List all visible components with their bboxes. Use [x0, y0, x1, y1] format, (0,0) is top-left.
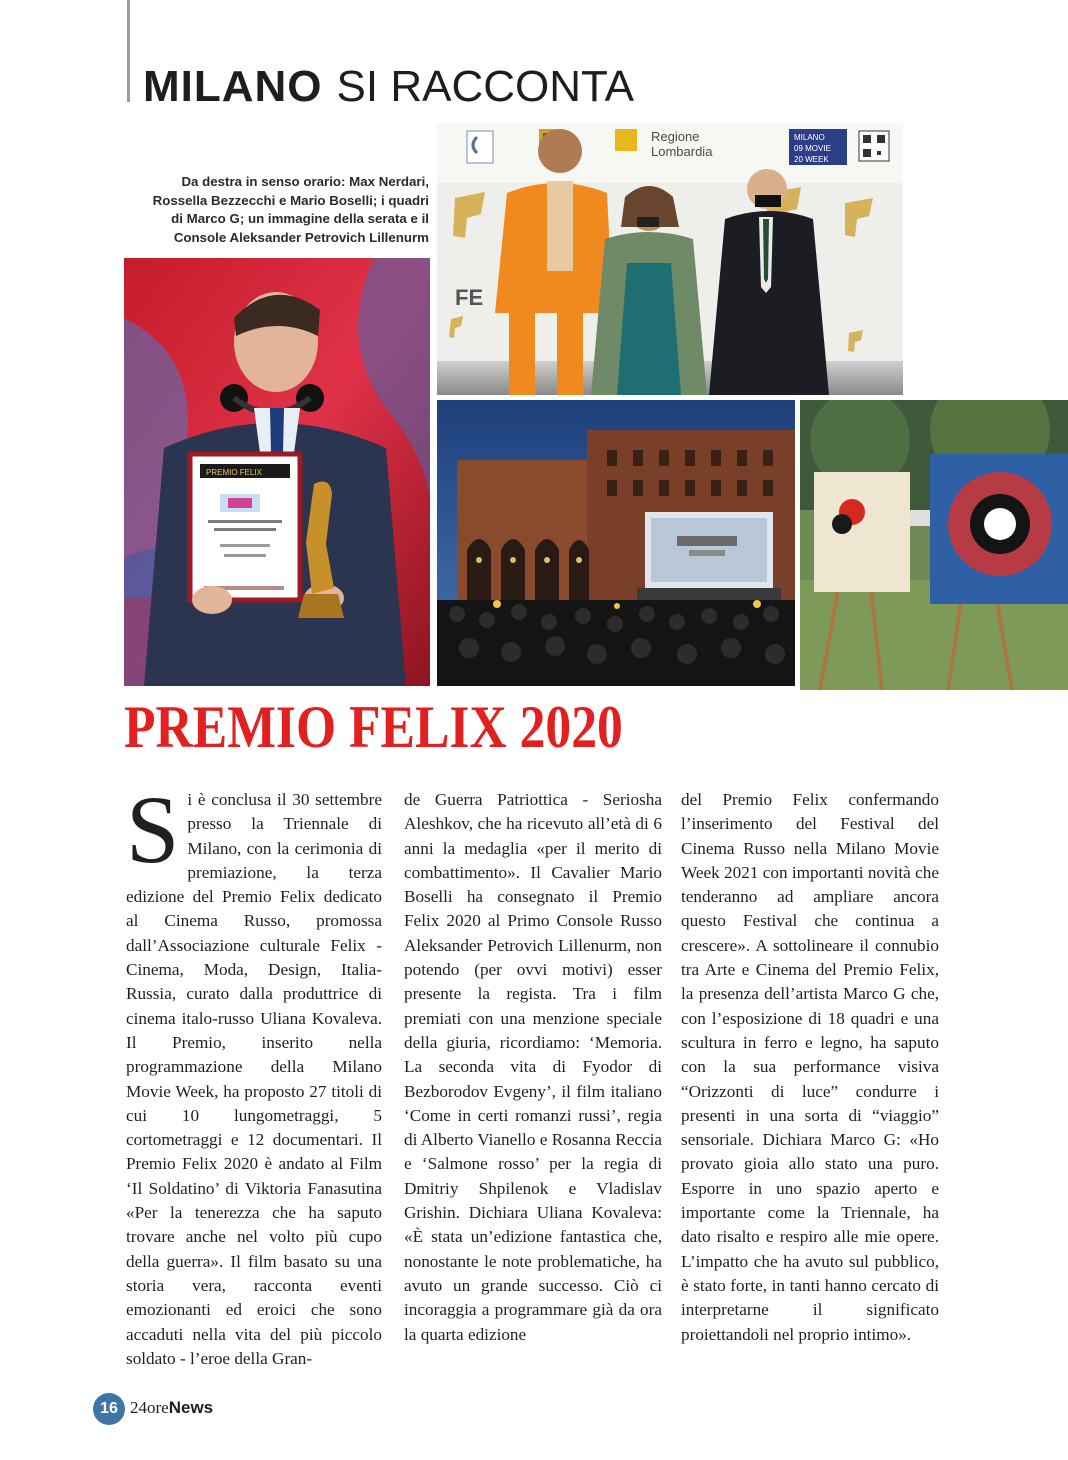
- drop-cap: S: [126, 776, 180, 883]
- photo-marco-g-paintings: [800, 400, 1068, 690]
- brand-part-2: News: [168, 1398, 214, 1417]
- section-title-light: SI RACCONTA: [336, 62, 634, 111]
- section-title-strong: MILANO: [143, 62, 323, 111]
- section-title: [143, 62, 634, 112]
- backdrop-movieweek-1: MILANO: [794, 133, 825, 142]
- backdrop-fe-text: FE: [455, 285, 484, 310]
- certificate-title: PREMIO FELIX: [206, 468, 263, 477]
- photo-consul-award: [124, 258, 430, 686]
- article-column-1: [126, 776, 382, 1371]
- article-column-1-text: i è conclusa il 30 settembre presso la Triennale di Milano, con la cerimonia di premiazione, la terza edizione del Premio Felix dedicato al Cinema Russo, promossa dall’Associazione culturale Felix - Cinema, Moda, Design, Italia-Russia, curato dalla produttrice di cinema italo-russo Uliana Kovaleva. Il Premio, inserito nella programmazione della Milano Movie Week, ha proposto 27 titoli di cui 10 lungometraggi, 5 cortometraggi e 12 documentari. Il Premio Felix 2020 è andato al Film ‘Il Soldatino’ di Viktoria Fanasutina «Per la tenerezza che ha saputo trovare anche nel volto più cupo della guerra». Il film basato su una storia vera, racconta eventi emozionanti ed eroici che sono accaduti nella vita del più piccolo soldato - l’eroe della Gran-: [126, 790, 382, 1368]
- photo-caption: Da destra in senso orario: Max Nerdari, Rossella Bezzecchi e Mario Boselli; i quadri di Marco G; un immagine della serata e il Console Aleksander Petrovich Lillenurm: [152, 174, 429, 245]
- publication-brand: [130, 1396, 213, 1420]
- brand-part-1: 24ore: [130, 1398, 169, 1417]
- page-number-badge: 16: [93, 1393, 125, 1425]
- photo-red-carpet: [437, 123, 903, 395]
- backdrop-movieweek-3: 20 WEEK: [794, 155, 829, 164]
- backdrop-movieweek-2: 09 MOVIE: [794, 144, 831, 153]
- backdrop-region-text-2: Lombardia: [651, 144, 713, 159]
- article-headline: PREMIO FELIX 2020: [124, 694, 623, 760]
- header-rule: [127, 0, 130, 102]
- photo-triennale-night: [437, 400, 795, 686]
- article-column-3: del Premio Felix confermando l’inserimento del Festival del Cinema Russo nella Milano Movie Week 2021 con importanti novità che tenderanno ad ampliare ancora questo Festival che continua a crescere». A sottolineare il connubio tra Arte e Cinema del Premio Felix, la presenza dell’artista Marco G che, con l’esposizione di 18 quadri e una scultura in ferro e legno, ha saputo con la sua performance visiva “Orizzonti di luce” condurre i presenti in una sorta di “viaggio” sensoriale. Dichiara Marco G: «Ho provato gioia allo stato una puro. Esporre in uno spazio aperto e importante come la Triennale, ha dato risalto e respiro alle mie opere. L’impatto che ha avuto sul pubblico, è stato forte, in tanti hanno cercato di interpretarne il significato proiettandoli nel proprio intimo».: [681, 790, 939, 1344]
- article-column-2: de Guerra Patriottica - Seriosha Aleshkov, che ha ricevuto all’età di 6 anni la medaglia «per il merito di combattimento». Il Cavalier Mario Boselli ha consegnato il Premio Felix 2020 al Primo Console Russo Aleksander Petrovich Lillenurm, non potendo (per ovvi motivi) esser presente la regista. Tra i film premiati con una menzione speciale della giuria, ricordiamo: ‘Memoria. La seconda vita di Fyodor di Bezborodov Evgeny’, il film italiano ‘Come in certi romanzi russi’, regia di Alberto Vianello e Rosanna Reccia e ‘Salmone rosso’ per la regia di Dmitriy Shpilenok e Vladislav Grishin. Dichiara Uliana Kovaleva: «È stata un’edizione fantastica che, nonostante le note problematiche, ha avuto un grande successo. Ciò ci incoraggia a programmare già da ora la quarta edizione: [404, 790, 662, 1344]
- backdrop-region-text: Regione: [651, 129, 700, 144]
